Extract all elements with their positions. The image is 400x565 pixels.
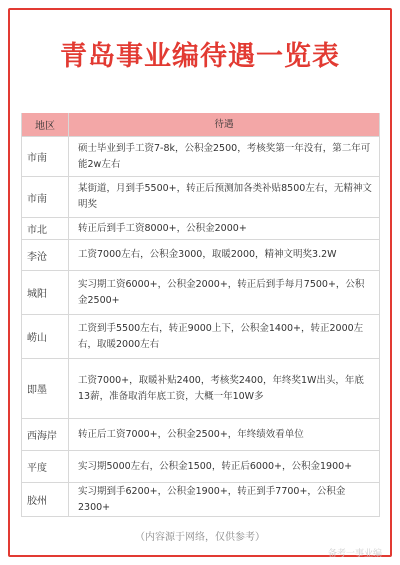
region-cell: 胶州 xyxy=(22,483,69,516)
region-cell: 李沧 xyxy=(22,240,69,270)
table-row xyxy=(22,137,379,177)
benefit-cell: 转正后工资7000+，公积金2500+，年终绩效看单位 xyxy=(78,428,304,440)
region-cell: 西海岸 xyxy=(22,419,69,450)
region-cell: 平度 xyxy=(22,451,69,482)
footer-note: （内容源于网络，仅供参考） xyxy=(135,532,265,543)
benefit-cell: 实习期工资6000+，公积金2000+，转正后到手每月7500+，公积金2500+ xyxy=(78,278,365,306)
page-title: 青岛事业编待遇一览表 xyxy=(60,41,340,72)
region-cell: 市南 xyxy=(22,137,69,176)
table-row xyxy=(22,315,379,359)
benefit-cell: 硕士毕业到手工资7-8k，公积金2500，考核奖第一年没有，第二年可能2w左右 xyxy=(78,142,371,170)
region-cell: 崂山 xyxy=(22,315,69,358)
region-cell: 即墨 xyxy=(22,359,69,418)
table-row xyxy=(22,483,379,517)
header-region: 地区 xyxy=(22,113,69,136)
region-cell: 市南 xyxy=(22,177,69,217)
table-row xyxy=(22,177,379,218)
table-row xyxy=(22,419,379,451)
table-row xyxy=(22,218,379,240)
header-benefit: 待遇 xyxy=(214,118,234,130)
benefit-cell: 转正后到手工资8000+，公积金2000+ xyxy=(78,222,247,234)
watermark: 备考一事业编 xyxy=(327,549,382,559)
benefit-cell: 某街道，月到手5500+，转正后预测加各类补贴8500左右，无精神文明奖 xyxy=(78,183,372,210)
region-cell: 市北 xyxy=(22,218,69,239)
table-row xyxy=(22,451,379,483)
table-row xyxy=(22,359,379,419)
benefit-cell: 实习期到手6200+，公积金1900+，转正到手7700+，公积金2300+ xyxy=(78,485,346,513)
benefits-table xyxy=(21,113,380,517)
benefit-cell: 工资7000左右，公积金3000，取暖2000，精神文明奖3.2W xyxy=(78,249,337,260)
benefit-cell: 工资到手5500左右，转正9000上下，公积金1400+，转正2000左右，取暖2000左右 xyxy=(78,322,364,350)
table-header-row xyxy=(22,113,379,137)
region-cell: 城阳 xyxy=(22,271,69,314)
table-row xyxy=(22,240,379,271)
benefit-cell: 实习期5000左右，公积金1500，转正后6000+，公积金1900+ xyxy=(78,460,353,472)
table-row xyxy=(22,271,379,315)
benefit-cell: 工资7000+，取暖补贴2400，考核奖2400，年终奖1W出头，年底13薪，准备取消年底工资，大概一年10W多 xyxy=(78,374,364,402)
